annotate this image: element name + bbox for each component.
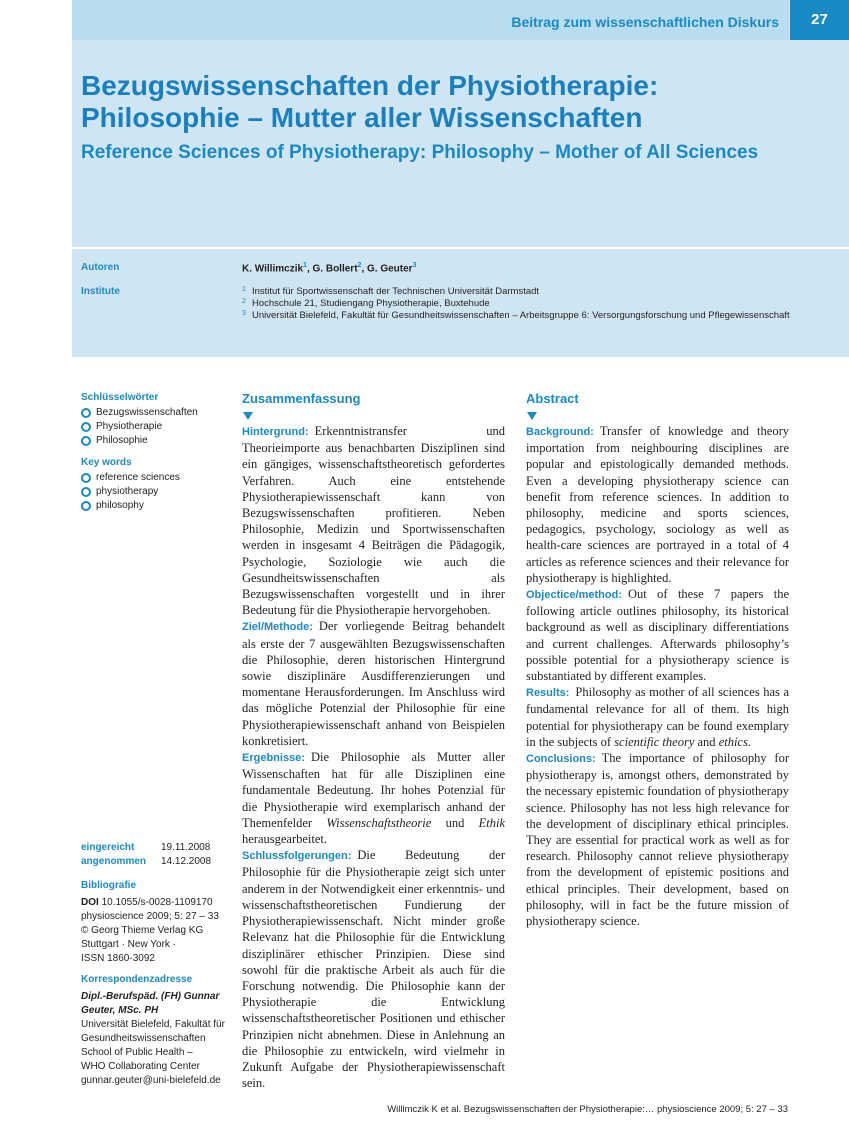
keywords-de-list bbox=[81, 406, 231, 448]
bibliography-heading: Bibliografie bbox=[81, 880, 137, 891]
institute-item bbox=[242, 286, 792, 298]
section-text: und bbox=[431, 815, 479, 830]
institute-text: Universität Bielefeld, Fakultät für Gesundheitswissenschaften – Arbeitsgruppe 6: Versorgungsforschung und Pflegewissenschaft bbox=[252, 310, 790, 321]
accepted-label: angenommen bbox=[81, 856, 147, 867]
section-text: and bbox=[694, 734, 719, 749]
triangle-down-icon bbox=[243, 412, 253, 420]
doi-label: DOI bbox=[81, 897, 99, 908]
author-name: G. Bollert bbox=[312, 263, 358, 275]
german-heading: Zusammenfassung bbox=[242, 391, 361, 406]
section-lead: Background: bbox=[526, 426, 594, 438]
section-lead: Ziel/Methode: bbox=[242, 621, 313, 634]
abstract-paragraph bbox=[242, 423, 505, 618]
biblio-line: Stuttgart · New York · bbox=[81, 939, 177, 950]
institute-text: Hochschule 21, Studiengang Physiotherapie, Buxtehude bbox=[252, 298, 490, 309]
english-abstract bbox=[526, 391, 789, 929]
section-text: Der vorliegende Beitrag behandelt als erste der 7 ausgewählten Bezugswissenschaften die Philosophie, deren historischen Hintergrund sowie disziplinäre Ausdifferenzierungen und momentane Herausforderungen. Im Anschluss wird das mögliche Potenzial der Philosophie für eine Physiotherapiewissenschaft anhand von Beispielen konkretisiert. bbox=[242, 619, 505, 748]
abstract-paragraph bbox=[526, 423, 789, 586]
bullet-icon bbox=[81, 408, 91, 418]
keyword-item bbox=[81, 434, 231, 448]
dates-block bbox=[81, 841, 211, 869]
section-text: The importance of philosophy for physiotherapy is, amongst others, demonstrated by the necessary epistemic foundation of physiotherapy science. Philosophy has not less high relevance for the development of disciplinary ethical principles. They are essential for practical work as well as for research. Philosophy cannot relieve physiotherapy from the development of epistemic positions and ethical principles. Their development, based on philosophy, will in fact be the future mission of physiotherapy science. bbox=[526, 751, 789, 929]
correspondence-line: WHO Collaborating Center bbox=[81, 1061, 200, 1072]
page-footer: Willimczik K et al. Bezugswissenschaften der Physiotherapie:… physioscience 2009; 5: 27 – 33 bbox=[387, 1104, 788, 1115]
emphasis-text: Wissenschaftstheorie bbox=[326, 815, 432, 830]
abstract-paragraph bbox=[526, 750, 789, 929]
keyword-text: reference sciences bbox=[96, 472, 180, 483]
author-list: K. Willimczik$^1$, G. Bollert$^2$, G. Geuter$^3$ bbox=[242, 262, 417, 275]
bullet-icon bbox=[81, 501, 91, 511]
keyword-item bbox=[81, 420, 231, 434]
author-affiliation: 3 bbox=[412, 262, 417, 269]
author-name: K. Willimczik bbox=[242, 263, 304, 275]
section-text: . bbox=[747, 734, 751, 749]
section-text: Erkenntnistransfer und Theorieimporte aus benachbarten Disziplinen sind ein gängiges, wissenschaftstheoretisch gefordertes Verfahren. Auch eine entstehende Physiotherapiewissenschaft kann von Bezugswissenschaften profitieren. Neben Philosophie, Medizin und Sportwissenschaften werden in insgesamt 4 Beiträgen die Pädagogik, Psychologie, Soziologie wie auch die Gesundheitswissenschaften als Bezugswissenschaften vorgestellt und in ihrer Bedeutung für die Physiotherapie hervorgehoben. bbox=[242, 424, 505, 618]
correspondence-line: School of Public Health – bbox=[81, 1047, 193, 1058]
abstract-paragraph bbox=[526, 586, 789, 684]
submitted-date: 19.11.2008 bbox=[161, 842, 211, 853]
emphasis-text: Ethik bbox=[478, 815, 505, 830]
keyword-item bbox=[81, 406, 231, 420]
correspondence-block bbox=[81, 973, 231, 1088]
section-text: herausgearbeitet. bbox=[242, 832, 328, 847]
bibliography-block bbox=[81, 879, 231, 966]
author-affiliation: 2 bbox=[357, 262, 362, 269]
emphasis-text: scientific theory bbox=[614, 734, 695, 749]
emphasis-text: ethics bbox=[718, 734, 748, 749]
section-lead: Ergebnisse: bbox=[242, 752, 305, 765]
bullet-icon bbox=[81, 422, 91, 432]
correspondence-line: Universität Bielefeld, Fakultät für Gesundheitswissenschaften bbox=[81, 1019, 225, 1044]
section-text: Out of these 7 papers the following article outlines philosophy, its historical background as well as disciplinary differentiations and current challenges. Afterwards philosophy’s possible potential for a physiotherapy science is substantiated by different examples. bbox=[526, 587, 789, 684]
keyword-item bbox=[81, 499, 231, 513]
institute-number: 1 bbox=[242, 286, 246, 293]
section-text: Transfer of knowledge and theory importation from neighbouring disciplines are popular and epistologically demanded methods. Even a developing physiotherapy science can benefit from reference sciences. In addition to philosophy, medicine and sports sciences, pedagogics, psychology, sociology as well as health-care sciences are portrayed in a total of 4 articles as reference sciences and their relevance for physiotherapy is highlighted. bbox=[526, 424, 789, 585]
section-label: Beitrag zum wissenschaftlichen Diskurs bbox=[511, 14, 779, 30]
authors-label: Autoren bbox=[81, 262, 120, 273]
correspondence-email: gunnar.geuter@uni-bielefeld.de bbox=[81, 1075, 221, 1086]
article-subtitle: Reference Sciences of Physiotherapy: Philosophy – Mother of All Sciences bbox=[81, 142, 759, 163]
keywords-panel bbox=[81, 392, 231, 522]
bullet-icon bbox=[81, 473, 91, 483]
keywords-en-heading: Key words bbox=[81, 457, 132, 468]
section-lead: Results: bbox=[526, 687, 570, 700]
institute-text: Institut für Sportwissenschaft der Technischen Universität Darmstadt bbox=[252, 286, 540, 297]
article-title: Bezugswissenschaften der Physiotherapie: Philosophie – Mutter aller Wissenschaften bbox=[81, 70, 659, 133]
abstract-paragraph bbox=[242, 749, 505, 847]
biblio-line: © Georg Thieme Verlag KG bbox=[81, 925, 204, 936]
institute-number: 3 bbox=[242, 310, 246, 317]
keywords-de-heading: Schlüsselwörter bbox=[81, 392, 159, 403]
section-text: Die Philosophie als Mutter aller Wissenschaften hat für alle Disziplinen eine fundamentale Bedeutung. Ihr hohes Potenzial für die Physiotherapie wird exemplarisch anhand der Themenfelder bbox=[242, 750, 505, 830]
keyword-item bbox=[81, 485, 231, 499]
keyword-item bbox=[81, 471, 231, 485]
keywords-en-list bbox=[81, 471, 231, 513]
institute-item bbox=[242, 298, 792, 310]
german-abstract bbox=[242, 391, 505, 1091]
author-affiliation: 1 bbox=[303, 262, 307, 269]
page-number: 27 bbox=[790, 0, 849, 40]
abstract-paragraph bbox=[242, 847, 505, 1091]
section-lead: Objectice/method: bbox=[526, 589, 622, 602]
biblio-line: physioscience 2009; 5: 27 – 33 bbox=[81, 911, 219, 922]
submitted-label: eingereicht bbox=[81, 842, 135, 853]
correspondence-heading: Korrespondenzadresse bbox=[81, 974, 193, 985]
biblio-line: ISSN 1860-3092 bbox=[81, 953, 155, 964]
institute-item bbox=[242, 310, 792, 322]
institute-number: 2 bbox=[242, 298, 246, 305]
author-name: G. Geuter bbox=[367, 263, 413, 275]
institutes-label: Institute bbox=[81, 286, 120, 297]
triangle-down-icon bbox=[527, 412, 537, 420]
correspondence-name: Dipl.-Berufspäd. (FH) Gunnar Geuter, MSc. PH bbox=[81, 991, 220, 1016]
section-lead: Schlussfolgerungen: bbox=[242, 850, 352, 863]
abstract-paragraph bbox=[242, 618, 505, 749]
section-text: Philosophy as mother of all sciences has a fundamental relevance for all of them. Its high potential for physiotherapy can be found exemplary in the subjects of bbox=[526, 685, 789, 749]
keyword-text: Physiotherapie bbox=[96, 421, 163, 432]
doi-value: 10.1055/s-0028-1109170 bbox=[101, 897, 213, 908]
section-lead: Conclusions: bbox=[526, 753, 596, 766]
keyword-text: physiotherapy bbox=[96, 486, 159, 497]
institute-list bbox=[242, 286, 792, 322]
band-divider bbox=[72, 247, 849, 249]
bullet-icon bbox=[81, 487, 91, 497]
bullet-icon bbox=[81, 436, 91, 446]
keyword-text: philosophy bbox=[96, 500, 144, 511]
accepted-date: 14.12.2008 bbox=[161, 856, 212, 867]
keyword-text: Philosophie bbox=[96, 435, 148, 446]
english-heading: Abstract bbox=[526, 391, 579, 406]
section-text: Die Bedeutung der Philosophie für die Physiotherapie zeigt sich unter anderem in der Notwendigkeit einer erkenntnis- und wissenschaftstheoretischen Fundierung der Physiotherapiewissenschaft. Nicht minder große Relevanz hat die Philosophie für die Entwicklung disziplinärer ethischer Prinzipien. Diese sind sowohl für die praktische Arbeit als auch für die Forschung notwendig. Die Philosophie kann der Physiotherapie die Entwicklung wissenschaftstheoretischer Positionen und ethischer Prinzipien nicht abnehmen. Diese in Anlehnung an die Philosophie zu entwickeln, wird vielmehr in Zukunft Aufgabe der Physiotherapiewissenschaft sein. bbox=[242, 848, 505, 1091]
abstract-paragraph bbox=[526, 684, 789, 750]
section-lead: Hintergrund: bbox=[242, 426, 309, 438]
keyword-text: Bezugswissenschaften bbox=[96, 407, 198, 418]
